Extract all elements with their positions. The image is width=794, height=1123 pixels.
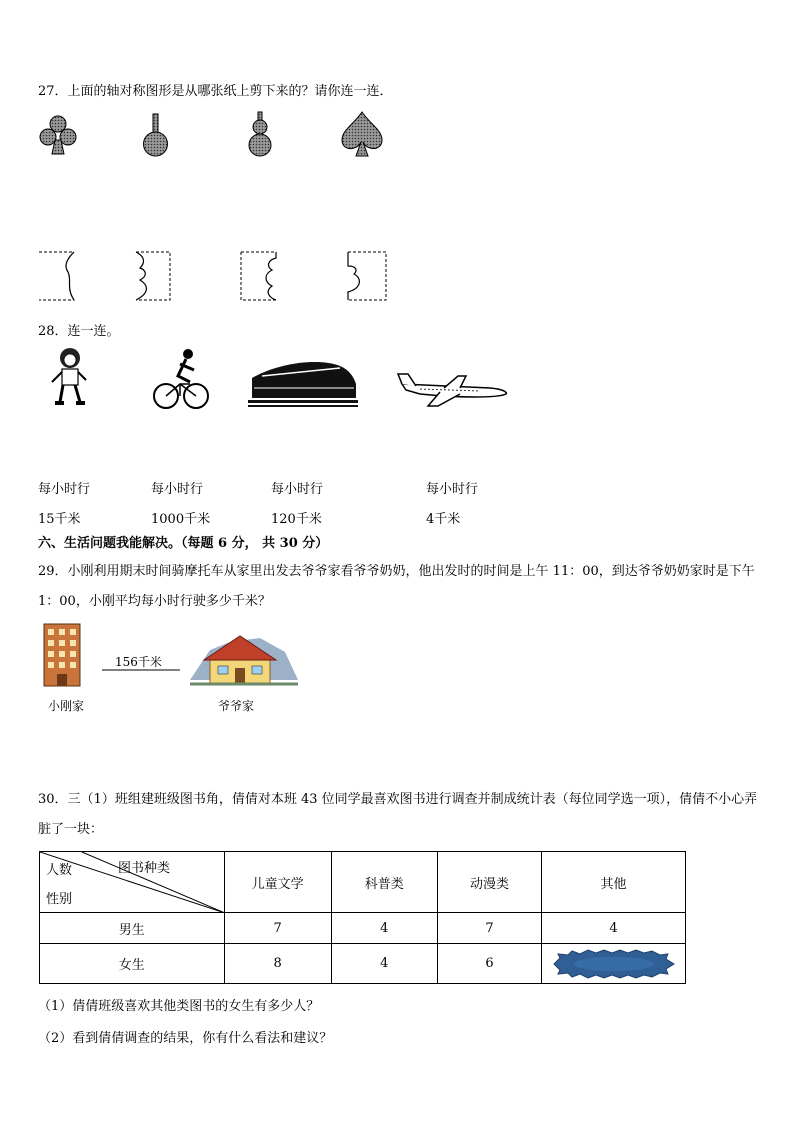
speed-label-4: 每小时行 (426, 482, 479, 497)
cyclist-icon (154, 349, 208, 408)
header-book-type: 图书种类 (118, 861, 171, 876)
ink-stain-icon (550, 949, 678, 979)
table-cell: 4 (331, 944, 437, 984)
q27-prompt: 27．上面的轴对称图形是从哪张纸上剪下来的？请你连一连． (38, 84, 393, 99)
speed-value-4: 4千米 (426, 512, 461, 527)
table-cell: 4 (331, 913, 437, 944)
speed-label-2: 每小时行 (151, 482, 204, 497)
q29-diagram (40, 622, 310, 692)
table-row (40, 944, 686, 984)
apartment-building-icon (44, 624, 80, 686)
paper-1-icon (39, 252, 74, 300)
q27-shapes (36, 110, 416, 165)
column-header: 其他 (542, 852, 686, 913)
survey-table (39, 851, 686, 984)
q30-text: 30．三（1）班组建班级图书角，倩倩对本班 43 位同学最喜欢图书进行调查并制成统计表（每位同学选一项），倩倩不小心弄脏了一块： (38, 792, 758, 837)
table-row (40, 913, 686, 944)
q27-papers (36, 248, 396, 306)
ball-on-stick-shape-icon (144, 114, 168, 156)
table-header-row (40, 852, 686, 913)
table-cell: 6 (437, 944, 541, 984)
speed-label-1: 每小时行 (38, 482, 91, 497)
column-header: 科普类 (331, 852, 437, 913)
grandpa-home-label: 爷爷家 (218, 699, 255, 713)
column-header: 儿童文学 (224, 852, 331, 913)
q28-pictures (40, 344, 520, 414)
high-speed-train-icon (248, 362, 358, 407)
q30-sub1: （1）倩倩班级喜欢其他类图书的女生有多少人？ (38, 999, 320, 1014)
table-cell: 7 (224, 913, 331, 944)
q28-prompt: 28．连一连。 (38, 324, 120, 339)
gourd-shape-icon (249, 112, 271, 156)
table-cell: 8 (224, 944, 331, 984)
distance-label: 156千米 (115, 655, 162, 669)
airplane-icon (398, 374, 506, 406)
column-header: 动漫类 (437, 852, 541, 913)
table-cell: 4 (542, 913, 686, 944)
header-count: 人数 (46, 863, 73, 878)
row-label: 男生 (40, 913, 225, 944)
q30-sub2: （2）看到倩倩调查的结果，你有什么看法和建议？ (38, 1031, 333, 1046)
speed-value-1: 15千米 (38, 512, 81, 527)
row-label: 女生 (40, 944, 225, 984)
smudged-cell (542, 944, 686, 984)
child-walking-icon (52, 348, 86, 405)
diagonal-header-cell (40, 852, 225, 913)
paper-2-icon (136, 252, 170, 300)
club-shape-icon (40, 116, 76, 154)
q29-text: 29．小刚利用期末时间骑摩托车从家里出发去爷爷家看爷爷奶奶，他出发时的时间是上午 11：00，到达爷爷奶奶家时是下午 1：00，小刚平均每小时行驶多少千米？ (38, 564, 755, 609)
spade-shape-icon (342, 112, 382, 156)
speed-value-2: 1000千米 (151, 512, 211, 527)
section-6-title: 六、生活问题我能解决。（每题 6 分， 共 30 分） (38, 536, 329, 551)
house-icon (190, 636, 298, 684)
speed-label-3: 每小时行 (271, 482, 324, 497)
table-cell: 7 (437, 913, 541, 944)
paper-3-icon (241, 252, 276, 300)
speed-value-3: 120千米 (271, 512, 322, 527)
home-label: 小刚家 (48, 699, 85, 713)
header-gender: 性别 (46, 892, 73, 907)
paper-4-icon (348, 252, 386, 300)
